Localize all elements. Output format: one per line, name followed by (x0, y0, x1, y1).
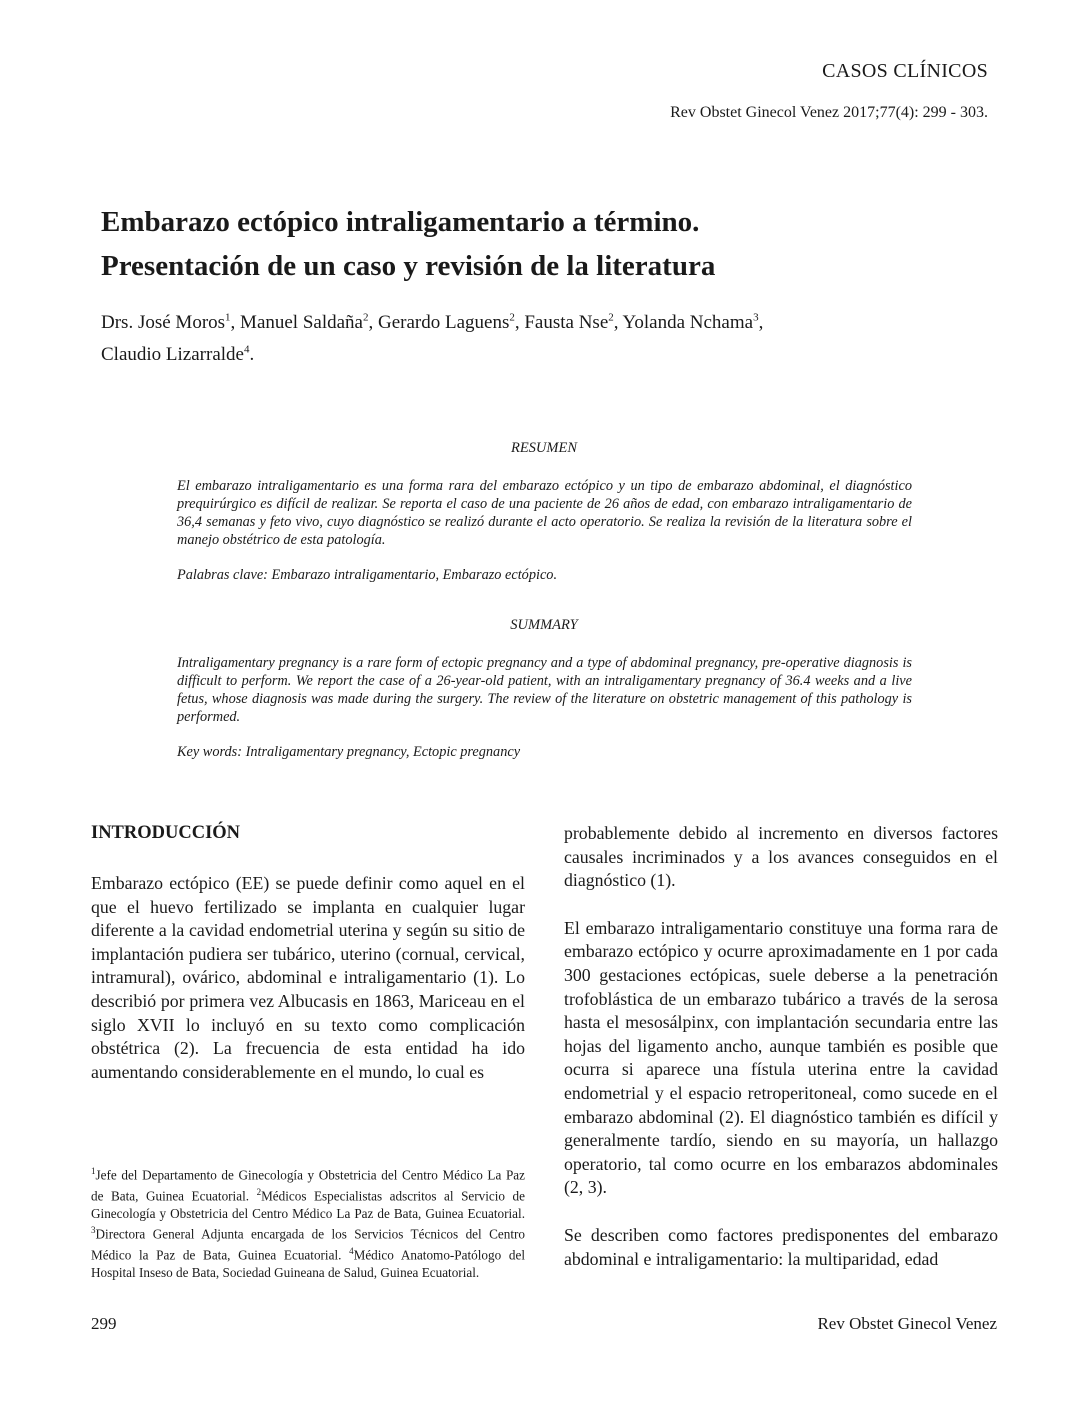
author-separator: , (758, 312, 764, 334)
author-separator: , (368, 312, 378, 334)
author-affiliations-footnote (91, 1163, 525, 1281)
resumen-text: El embarazo intraligamentario es una forma rara del embarazo ectópico y un tipo de embarazo abdominal, el diagnóstico prequirúrgico es difícil de realizar. Se reporta el caso de una paciente de 26 años de edad, con embarazo intraligamentario de 36,4 semanas y feto vivo, cuyo diagnóstico se realizó durante el acto operatorio. Se realiza la revisión de la literatura sobre el manejo obstétrico de esta patología. (177, 478, 912, 548)
author-name-text: Fausta Nse (524, 312, 609, 334)
author-name-text: Claudio Lizarralde (101, 343, 244, 365)
summary-keywords: Key words: Intraligamentary pregnancy, Ectopic pregnancy (177, 744, 521, 760)
author-list (101, 305, 981, 368)
author-name (623, 312, 764, 333)
summary-heading: SUMMARY (510, 617, 578, 633)
body-paragraph: El embarazo intraligamentario constituye una forma rara de embarazo ectópico y ocurre aproximadamente en 1 por cada 300 gestaciones ectópicas, suele deberse a la penetración trofoblástica de un embarazo tubárico a través de la serosa hasta el mesosálpinx, con implantación secundaria entre las hojas del ligamento ancho, aunque también es posible que ocurra si aparece una fístula uterina entre la cavidad endometrial y el espacio retroperitoneal, como sucede en el embarazo abdominal (2). El diagnóstico también es difícil y generalmente tardío, siendo en su mayoría, un hallazgo operatorio, tal como ocurre en los embarazos abdominales (2, 3). (564, 917, 998, 1198)
author-prefix: Drs. (101, 312, 138, 334)
body-paragraph: Embarazo ectópico (EE) se puede definir como aquel en el que el huevo fertilizado se implanta en cualquier lugar diferente a la cavidad endometrial uterina y según su sitio de implantación pudiera ser tubárico, uterino (cornual, cervical, intramural), ovárico, abdominal e intraligamentario (1). Lo describió por primera vez Albucasis en 1863, Mariceau en el siglo XVII lo incluyó en su texto como complicación obstétrica (2). La frecuencia de esta entidad ha ido aumentando considerablemente en el mundo, lo cual es (91, 873, 525, 1082)
affiliation-marker: 2 (608, 312, 614, 324)
author-name (378, 312, 524, 333)
section-label: CASOS CLÍNICOS (822, 60, 988, 82)
footnote-marker: 2 (256, 1186, 262, 1197)
journal-citation: Rev Obstet Ginecol Venez 2017;77(4): 299 - 303. (670, 104, 988, 121)
title-line-2: Presentación de un caso y revisión de la literatura (101, 250, 716, 282)
footnote-text: Médicos Especialistas adscritos al Servicio de Ginecología y Obstetricia del Centro Médico La Paz de Bata, Guinea Ecuatorial. (91, 1188, 525, 1221)
summary-text: Intraligamentary pregnancy is a rare form of ectopic pregnancy and a type of abdominal pregnancy, pre-operative diagnosis is difficult to perform. We report the case of a 26-year-old patient, with an intraligamentary pregnancy of 36.4 weeks and a live fetus, whose diagnosis was made during the surgery. The review of the literature on obstetric management of this pathology is performed. (177, 655, 912, 725)
introduction-heading: INTRODUCCIÓN (91, 823, 241, 843)
author-name (524, 312, 622, 333)
article-title (101, 200, 981, 288)
affiliation-marker: 2 (362, 312, 369, 324)
journal-footer: Rev Obstet Ginecol Venez (817, 1314, 997, 1333)
affiliation-marker: 2 (509, 312, 515, 324)
footnote-text: Directora General Adjunta encargada de los Servicios Técnicos del Centro Médico la Paz de Bata, Guinea Ecuatorial. (91, 1226, 525, 1263)
footnote-marker: 3 (91, 1225, 96, 1235)
footnote-marker: 4 (349, 1245, 354, 1256)
affiliation-marker: 4 (243, 343, 250, 356)
affiliation-marker: 1 (225, 312, 231, 324)
author-separator: , (230, 312, 241, 334)
author-name-text: José Moros (137, 312, 226, 334)
body-paragraph: Se describen como factores predisponentes del embarazo abdominal e intraligamentario: la multiparidad, edad (564, 1224, 998, 1269)
author-separator: , (514, 312, 525, 334)
resumen-keywords: Palabras clave: Embarazo intraligamentario, Embarazo ectópico. (177, 567, 558, 583)
author-name-text: Manuel Saldaña (240, 312, 363, 334)
author-separator: . (249, 343, 255, 365)
author-name (101, 312, 240, 333)
body-column-left (91, 872, 525, 1108)
resumen-heading: RESUMEN (510, 440, 578, 456)
body-column-right (564, 822, 998, 1295)
author-name (101, 344, 254, 365)
footnote-text: Jefe del Departamento de Ginecología y Obstetricia del Centro Médico La Paz de Bata, Guinea Ecuatorial. (91, 1167, 525, 1204)
author-name-text: Yolanda Nchama (622, 312, 754, 334)
author-name-text: Gerardo Laguens (377, 312, 510, 334)
author-separator: , (613, 312, 623, 334)
affiliation-marker: 3 (753, 312, 759, 324)
footnote-marker: 1 (91, 1166, 96, 1176)
body-paragraph: probablemente debido al incremento en diversos factores causales incriminados y a los avances conseguidos en el diagnóstico (1). (564, 823, 998, 891)
author-name (240, 312, 378, 333)
title-line-1: Embarazo ectópico intraligamentario a término. (101, 206, 700, 238)
page-number: 299 (91, 1314, 117, 1333)
footnote-text: Médico Anatomo-Patólogo del Hospital Inseso de Bata, Sociedad Guineana de Salud, Guinea Ecuatorial. (91, 1247, 525, 1280)
